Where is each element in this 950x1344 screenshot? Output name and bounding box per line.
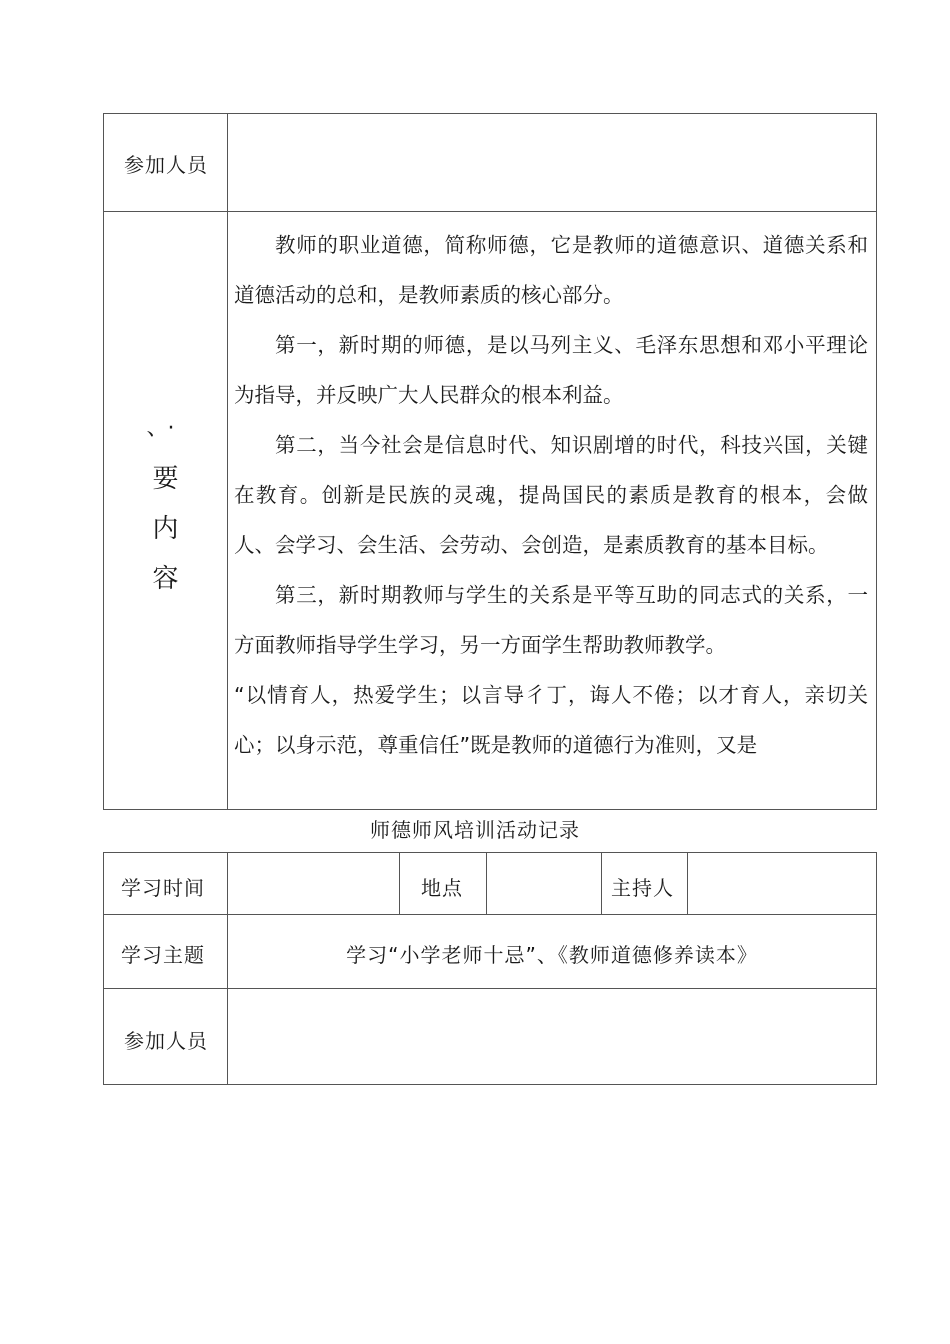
table-divider bbox=[227, 853, 228, 1084]
side-label-char: 要 bbox=[152, 464, 179, 494]
time-label: 学习时间 bbox=[121, 876, 205, 900]
place-label: 地点 bbox=[421, 876, 463, 900]
table-divider bbox=[227, 114, 228, 809]
participants-value bbox=[228, 114, 876, 211]
topic-value: 学习“小学老师十忌”、《教师道德修养读本》 bbox=[346, 943, 758, 967]
table-divider bbox=[399, 853, 400, 914]
content-paragraph: 教师的职业道德，简称师德，它是教师的道德意识、道德关系和道德活动的总和，是教师素质的核心部分。 bbox=[234, 233, 868, 307]
participants-label: 参加人员 bbox=[124, 153, 208, 177]
side-label-char: 内 bbox=[152, 514, 179, 544]
content-paragraph: 第一，新时期的师德，是以马列主义、毛泽东思想和邓小平理论为指导，并反映广大人民群众的根本利益。 bbox=[234, 333, 868, 407]
record-caption: 师德师风培训活动记录 bbox=[370, 818, 580, 842]
table-divider bbox=[104, 914, 876, 915]
main-content-text bbox=[234, 220, 868, 770]
record-table-top bbox=[103, 113, 877, 810]
host-label: 主持人 bbox=[611, 876, 674, 900]
participants-label: 参加人员 bbox=[124, 1029, 208, 1053]
table-divider bbox=[687, 853, 688, 914]
main-content-label bbox=[104, 404, 227, 604]
side-label-marks: 、· bbox=[146, 416, 185, 441]
table-divider bbox=[601, 853, 602, 914]
table-divider bbox=[486, 853, 487, 914]
content-paragraph: “以情育人，热爱学生；以言导彳丁，诲人不倦；以才育人，亲切关心；以身示范，尊重信任”既是教师的道德行为准则，又是 bbox=[234, 683, 868, 757]
side-label-char: 容 bbox=[152, 564, 179, 594]
topic-label: 学习主题 bbox=[121, 943, 205, 967]
content-paragraph: 第三，新时期教师与学生的关系是平等互助的同志式的关系，一方面教师指导学生学习，另一方面学生帮助教师教学。 bbox=[234, 583, 868, 657]
content-paragraph: 第二，当今社会是信息时代、知识剧增的时代，科技兴国，关键在教育。创新是民族的灵魂，提咼国民的素质是教育的根本，会做人、会学习、会生活、会劳动、会创造，是素质教育的基本目标。 bbox=[234, 433, 868, 557]
record-table-bottom bbox=[103, 852, 877, 1085]
table-divider bbox=[104, 988, 876, 989]
table-divider bbox=[104, 211, 876, 212]
